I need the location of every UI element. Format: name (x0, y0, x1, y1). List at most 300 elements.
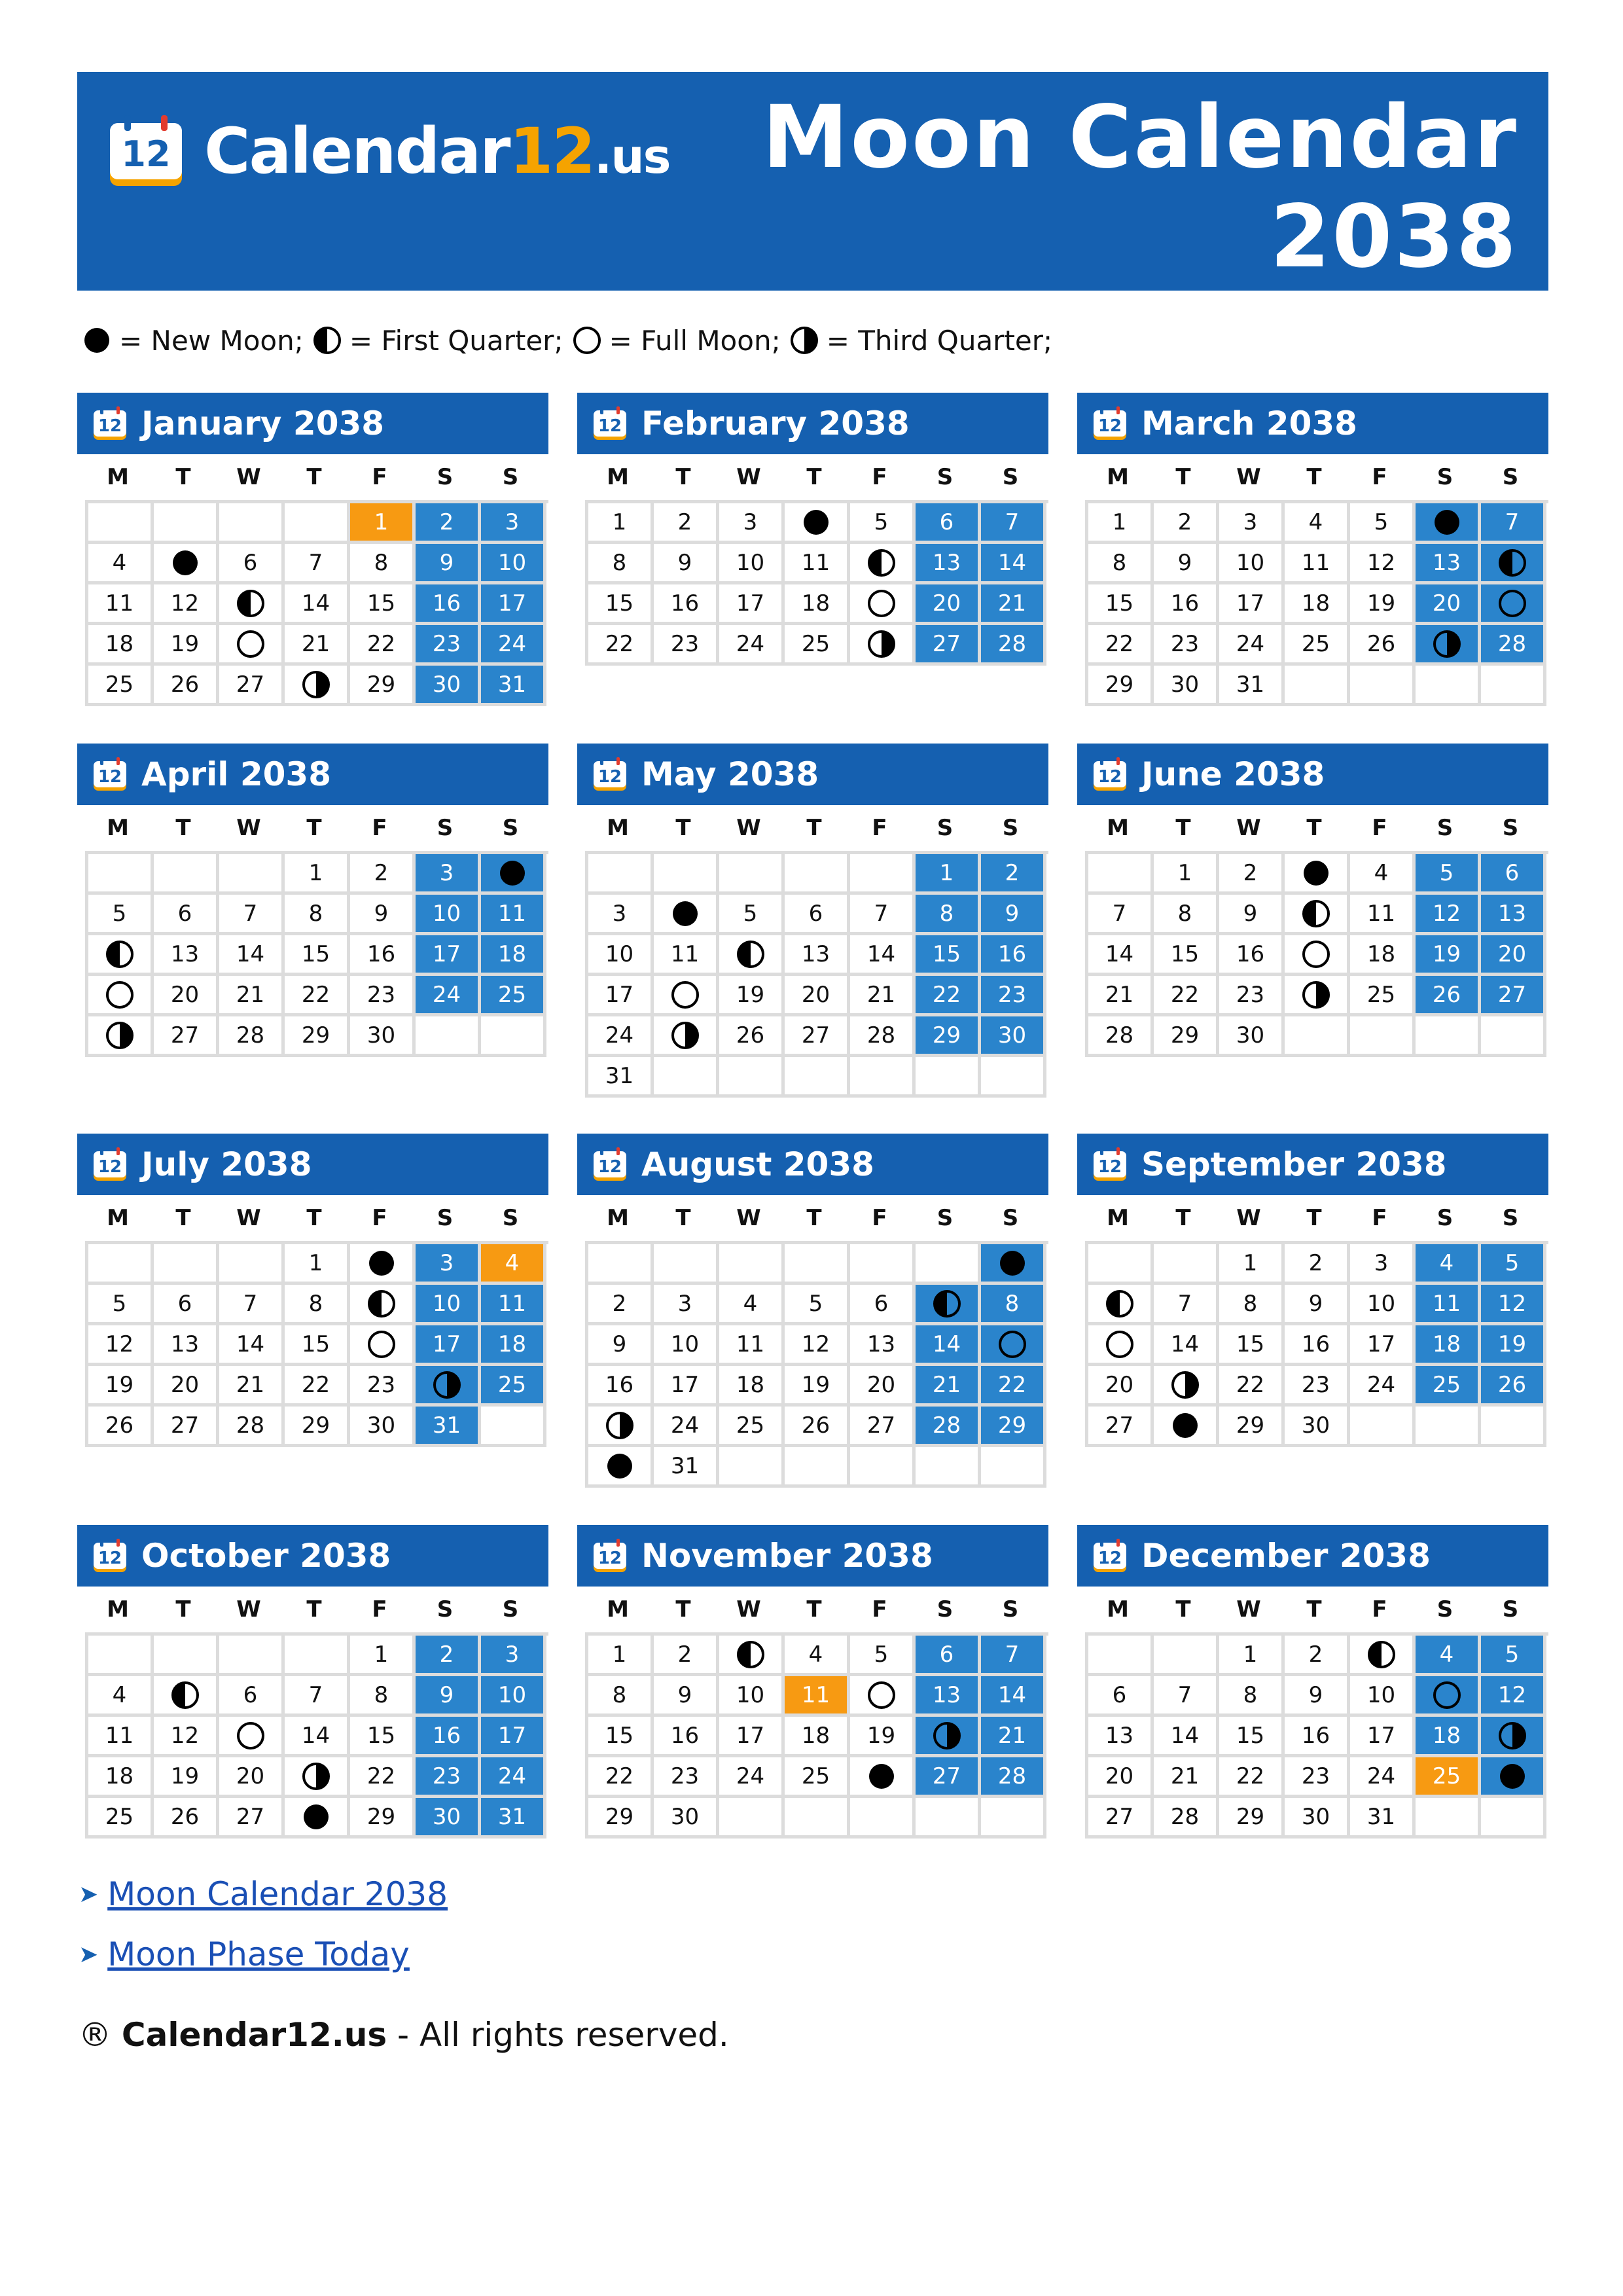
moon-calendar-link[interactable]: Moon Calendar 2038 (107, 1875, 448, 1913)
day-cell[interactable]: 31 (588, 1057, 654, 1098)
day-cell[interactable]: 17 (1350, 1717, 1416, 1757)
day-cell[interactable] (916, 1285, 981, 1325)
day-cell[interactable]: 29 (1219, 1407, 1285, 1447)
day-cell[interactable]: 11 (1285, 544, 1350, 584)
day-cell[interactable]: 21 (219, 1366, 285, 1407)
day-cell[interactable]: 14 (285, 1717, 350, 1757)
day-cell[interactable]: 3 (719, 503, 785, 544)
day-cell[interactable]: 13 (1481, 895, 1546, 935)
day-cell[interactable]: 7 (219, 1285, 285, 1325)
day-cell[interactable]: 17 (481, 584, 546, 625)
day-cell[interactable]: 22 (588, 1757, 654, 1798)
day-cell[interactable]: 29 (1088, 666, 1154, 706)
day-cell[interactable]: 10 (719, 1676, 785, 1717)
day-cell[interactable]: 10 (719, 544, 785, 584)
day-cell[interactable]: 16 (1285, 1325, 1350, 1366)
day-cell[interactable]: 13 (916, 1676, 981, 1717)
day-cell[interactable]: 29 (1219, 1798, 1285, 1839)
day-cell[interactable]: 22 (1088, 625, 1154, 666)
day-cell[interactable]: 28 (916, 1407, 981, 1447)
day-cell[interactable]: 31 (481, 666, 546, 706)
day-cell[interactable]: 18 (88, 1757, 154, 1798)
day-cell[interactable]: 2 (1285, 1244, 1350, 1285)
day-cell[interactable]: 16 (588, 1366, 654, 1407)
day-cell[interactable]: 11 (1350, 895, 1416, 935)
day-cell[interactable]: 14 (219, 935, 285, 976)
day-cell[interactable]: 2 (1285, 1636, 1350, 1676)
day-cell[interactable]: 1 (916, 854, 981, 895)
day-cell[interactable]: 2 (588, 1285, 654, 1325)
day-cell[interactable]: 22 (981, 1366, 1046, 1407)
day-cell[interactable]: 27 (154, 1016, 219, 1057)
day-cell[interactable]: 11 (785, 1676, 850, 1717)
day-cell[interactable]: 8 (350, 544, 416, 584)
day-cell[interactable]: 6 (1088, 1676, 1154, 1717)
day-cell[interactable]: 10 (1219, 544, 1285, 584)
day-cell[interactable]: 20 (154, 1366, 219, 1407)
day-cell[interactable] (588, 1407, 654, 1447)
day-cell[interactable]: 24 (1350, 1757, 1416, 1798)
day-cell[interactable]: 21 (981, 584, 1046, 625)
day-cell[interactable]: 7 (285, 544, 350, 584)
day-cell[interactable]: 6 (219, 1676, 285, 1717)
day-cell[interactable]: 3 (588, 895, 654, 935)
day-cell[interactable]: 7 (981, 503, 1046, 544)
day-cell[interactable]: 15 (285, 935, 350, 976)
day-cell[interactable]: 30 (1285, 1407, 1350, 1447)
day-cell[interactable]: 21 (1088, 976, 1154, 1016)
day-cell[interactable]: 14 (1154, 1717, 1219, 1757)
day-cell[interactable] (981, 1244, 1046, 1285)
day-cell[interactable]: 6 (219, 544, 285, 584)
day-cell[interactable]: 13 (1088, 1717, 1154, 1757)
day-cell[interactable] (154, 544, 219, 584)
day-cell[interactable] (285, 1798, 350, 1839)
day-cell[interactable]: 18 (785, 1717, 850, 1757)
day-cell[interactable]: 25 (1416, 1366, 1481, 1407)
day-cell[interactable]: 31 (1219, 666, 1285, 706)
day-cell[interactable]: 4 (1416, 1244, 1481, 1285)
day-cell[interactable]: 9 (1154, 544, 1219, 584)
day-cell[interactable]: 30 (1219, 1016, 1285, 1057)
day-cell[interactable] (916, 1717, 981, 1757)
day-cell[interactable]: 14 (850, 935, 916, 976)
day-cell[interactable]: 18 (1416, 1325, 1481, 1366)
day-cell[interactable]: 18 (719, 1366, 785, 1407)
day-cell[interactable]: 3 (416, 1244, 481, 1285)
day-cell[interactable]: 25 (1416, 1757, 1481, 1798)
day-cell[interactable]: 11 (88, 584, 154, 625)
day-cell[interactable]: 15 (285, 1325, 350, 1366)
day-cell[interactable]: 30 (1154, 666, 1219, 706)
day-cell[interactable]: 5 (88, 1285, 154, 1325)
day-cell[interactable]: 17 (654, 1366, 719, 1407)
day-cell[interactable]: 15 (1219, 1717, 1285, 1757)
day-cell[interactable]: 29 (285, 1016, 350, 1057)
day-cell[interactable]: 27 (850, 1407, 916, 1447)
day-cell[interactable]: 26 (719, 1016, 785, 1057)
day-cell[interactable]: 17 (719, 1717, 785, 1757)
day-cell[interactable]: 9 (654, 544, 719, 584)
day-cell[interactable]: 1 (588, 503, 654, 544)
day-cell[interactable]: 8 (285, 1285, 350, 1325)
day-cell[interactable]: 22 (588, 625, 654, 666)
day-cell[interactable]: 20 (916, 584, 981, 625)
day-cell[interactable]: 29 (588, 1798, 654, 1839)
day-cell[interactable] (1416, 1676, 1481, 1717)
day-cell[interactable] (1481, 544, 1546, 584)
day-cell[interactable] (1416, 625, 1481, 666)
day-cell[interactable]: 10 (481, 1676, 546, 1717)
day-cell[interactable]: 13 (850, 1325, 916, 1366)
day-cell[interactable]: 11 (88, 1717, 154, 1757)
day-cell[interactable]: 24 (416, 976, 481, 1016)
day-cell[interactable] (1088, 1325, 1154, 1366)
day-cell[interactable]: 23 (654, 625, 719, 666)
day-cell[interactable]: 20 (154, 976, 219, 1016)
day-cell[interactable]: 24 (1350, 1366, 1416, 1407)
day-cell[interactable]: 26 (1350, 625, 1416, 666)
day-cell[interactable]: 22 (285, 1366, 350, 1407)
day-cell[interactable]: 26 (785, 1407, 850, 1447)
day-cell[interactable]: 6 (916, 503, 981, 544)
day-cell[interactable]: 20 (1481, 935, 1546, 976)
day-cell[interactable]: 23 (416, 1757, 481, 1798)
day-cell[interactable]: 12 (1350, 544, 1416, 584)
day-cell[interactable]: 1 (1219, 1636, 1285, 1676)
day-cell[interactable]: 6 (154, 1285, 219, 1325)
day-cell[interactable]: 16 (350, 935, 416, 976)
day-cell[interactable]: 11 (1416, 1285, 1481, 1325)
day-cell[interactable]: 17 (416, 935, 481, 976)
day-cell[interactable]: 14 (916, 1325, 981, 1366)
day-cell[interactable]: 2 (416, 1636, 481, 1676)
day-cell[interactable]: 30 (1285, 1798, 1350, 1839)
day-cell[interactable]: 15 (916, 935, 981, 976)
day-cell[interactable]: 21 (916, 1366, 981, 1407)
day-cell[interactable]: 10 (1350, 1676, 1416, 1717)
day-cell[interactable]: 30 (654, 1798, 719, 1839)
day-cell[interactable] (1481, 584, 1546, 625)
day-cell[interactable]: 7 (219, 895, 285, 935)
day-cell[interactable]: 3 (481, 1636, 546, 1676)
day-cell[interactable] (88, 1016, 154, 1057)
day-cell[interactable]: 10 (588, 935, 654, 976)
day-cell[interactable] (1285, 935, 1350, 976)
day-cell[interactable]: 3 (1350, 1244, 1416, 1285)
day-cell[interactable]: 22 (350, 625, 416, 666)
day-cell[interactable]: 11 (654, 935, 719, 976)
day-cell[interactable]: 12 (154, 1717, 219, 1757)
day-cell[interactable]: 26 (1416, 976, 1481, 1016)
day-cell[interactable] (1481, 1757, 1546, 1798)
day-cell[interactable] (850, 1757, 916, 1798)
day-cell[interactable] (88, 976, 154, 1016)
day-cell[interactable] (588, 1447, 654, 1488)
day-cell[interactable]: 24 (481, 625, 546, 666)
day-cell[interactable]: 25 (785, 625, 850, 666)
day-cell[interactable]: 23 (1219, 976, 1285, 1016)
day-cell[interactable]: 31 (654, 1447, 719, 1488)
day-cell[interactable]: 25 (88, 1798, 154, 1839)
day-cell[interactable]: 28 (219, 1407, 285, 1447)
day-cell[interactable]: 27 (916, 625, 981, 666)
day-cell[interactable]: 7 (1154, 1285, 1219, 1325)
day-cell[interactable] (654, 976, 719, 1016)
day-cell[interactable] (1285, 854, 1350, 895)
day-cell[interactable]: 19 (1350, 584, 1416, 625)
day-cell[interactable]: 23 (1285, 1757, 1350, 1798)
day-cell[interactable]: 12 (1481, 1285, 1546, 1325)
day-cell[interactable] (416, 1366, 481, 1407)
day-cell[interactable]: 8 (1219, 1676, 1285, 1717)
day-cell[interactable]: 14 (981, 544, 1046, 584)
day-cell[interactable]: 23 (1154, 625, 1219, 666)
day-cell[interactable]: 5 (785, 1285, 850, 1325)
day-cell[interactable]: 3 (654, 1285, 719, 1325)
day-cell[interactable]: 19 (719, 976, 785, 1016)
day-cell[interactable]: 25 (88, 666, 154, 706)
day-cell[interactable]: 18 (481, 935, 546, 976)
day-cell[interactable] (850, 1676, 916, 1717)
day-cell[interactable]: 2 (416, 503, 481, 544)
day-cell[interactable]: 23 (350, 1366, 416, 1407)
day-cell[interactable]: 9 (1285, 1285, 1350, 1325)
day-cell[interactable] (481, 854, 546, 895)
day-cell[interactable]: 21 (981, 1717, 1046, 1757)
day-cell[interactable]: 25 (481, 1366, 546, 1407)
day-cell[interactable]: 28 (1154, 1798, 1219, 1839)
day-cell[interactable]: 31 (1350, 1798, 1416, 1839)
day-cell[interactable]: 17 (1219, 584, 1285, 625)
day-cell[interactable]: 17 (481, 1717, 546, 1757)
day-cell[interactable]: 14 (285, 584, 350, 625)
day-cell[interactable]: 30 (416, 1798, 481, 1839)
day-cell[interactable]: 12 (88, 1325, 154, 1366)
day-cell[interactable]: 3 (416, 854, 481, 895)
day-cell[interactable]: 23 (654, 1757, 719, 1798)
day-cell[interactable]: 15 (350, 584, 416, 625)
day-cell[interactable]: 16 (654, 584, 719, 625)
day-cell[interactable]: 5 (719, 895, 785, 935)
day-cell[interactable]: 16 (416, 584, 481, 625)
day-cell[interactable]: 8 (1088, 544, 1154, 584)
day-cell[interactable]: 18 (481, 1325, 546, 1366)
day-cell[interactable]: 22 (350, 1757, 416, 1798)
day-cell[interactable]: 4 (481, 1244, 546, 1285)
day-cell[interactable]: 6 (850, 1285, 916, 1325)
day-cell[interactable]: 26 (88, 1407, 154, 1447)
day-cell[interactable]: 11 (719, 1325, 785, 1366)
day-cell[interactable]: 29 (1154, 1016, 1219, 1057)
day-cell[interactable]: 21 (285, 625, 350, 666)
day-cell[interactable]: 16 (654, 1717, 719, 1757)
day-cell[interactable]: 19 (785, 1366, 850, 1407)
day-cell[interactable]: 4 (1416, 1636, 1481, 1676)
day-cell[interactable]: 20 (1416, 584, 1481, 625)
day-cell[interactable]: 21 (1154, 1757, 1219, 1798)
day-cell[interactable]: 21 (850, 976, 916, 1016)
day-cell[interactable]: 8 (1219, 1285, 1285, 1325)
day-cell[interactable]: 28 (981, 1757, 1046, 1798)
day-cell[interactable]: 28 (850, 1016, 916, 1057)
day-cell[interactable]: 4 (785, 1636, 850, 1676)
day-cell[interactable]: 10 (481, 544, 546, 584)
day-cell[interactable]: 9 (1285, 1676, 1350, 1717)
day-cell[interactable]: 8 (916, 895, 981, 935)
day-cell[interactable]: 5 (850, 503, 916, 544)
day-cell[interactable]: 6 (785, 895, 850, 935)
day-cell[interactable] (719, 935, 785, 976)
day-cell[interactable]: 15 (588, 1717, 654, 1757)
day-cell[interactable]: 25 (785, 1757, 850, 1798)
day-cell[interactable]: 5 (1481, 1636, 1546, 1676)
day-cell[interactable] (850, 584, 916, 625)
day-cell[interactable]: 24 (1219, 625, 1285, 666)
day-cell[interactable]: 24 (719, 625, 785, 666)
day-cell[interactable]: 6 (1481, 854, 1546, 895)
day-cell[interactable]: 30 (416, 666, 481, 706)
day-cell[interactable]: 27 (219, 1798, 285, 1839)
day-cell[interactable]: 24 (654, 1407, 719, 1447)
day-cell[interactable] (1088, 1285, 1154, 1325)
day-cell[interactable]: 19 (154, 1757, 219, 1798)
day-cell[interactable]: 24 (588, 1016, 654, 1057)
day-cell[interactable]: 9 (416, 1676, 481, 1717)
day-cell[interactable]: 18 (785, 584, 850, 625)
day-cell[interactable]: 10 (416, 1285, 481, 1325)
day-cell[interactable]: 7 (1481, 503, 1546, 544)
day-cell[interactable]: 23 (1285, 1366, 1350, 1407)
day-cell[interactable]: 7 (981, 1636, 1046, 1676)
day-cell[interactable]: 18 (88, 625, 154, 666)
day-cell[interactable]: 26 (154, 666, 219, 706)
day-cell[interactable]: 15 (1219, 1325, 1285, 1366)
day-cell[interactable]: 16 (981, 935, 1046, 976)
day-cell[interactable]: 27 (154, 1407, 219, 1447)
day-cell[interactable]: 22 (285, 976, 350, 1016)
day-cell[interactable]: 15 (1154, 935, 1219, 976)
day-cell[interactable]: 27 (916, 1757, 981, 1798)
day-cell[interactable]: 20 (1088, 1757, 1154, 1798)
day-cell[interactable]: 13 (154, 935, 219, 976)
day-cell[interactable]: 4 (1285, 503, 1350, 544)
day-cell[interactable]: 22 (916, 976, 981, 1016)
day-cell[interactable] (1154, 1366, 1219, 1407)
day-cell[interactable] (219, 584, 285, 625)
day-cell[interactable]: 25 (719, 1407, 785, 1447)
day-cell[interactable]: 23 (350, 976, 416, 1016)
day-cell[interactable]: 5 (1350, 503, 1416, 544)
day-cell[interactable]: 30 (350, 1407, 416, 1447)
day-cell[interactable]: 8 (350, 1676, 416, 1717)
day-cell[interactable]: 5 (1416, 854, 1481, 895)
day-cell[interactable] (1416, 503, 1481, 544)
day-cell[interactable]: 18 (1350, 935, 1416, 976)
day-cell[interactable] (785, 503, 850, 544)
day-cell[interactable]: 25 (1285, 625, 1350, 666)
day-cell[interactable]: 1 (285, 854, 350, 895)
day-cell[interactable]: 31 (481, 1798, 546, 1839)
day-cell[interactable]: 21 (219, 976, 285, 1016)
day-cell[interactable]: 6 (154, 895, 219, 935)
day-cell[interactable]: 30 (981, 1016, 1046, 1057)
day-cell[interactable]: 1 (285, 1244, 350, 1285)
day-cell[interactable] (350, 1285, 416, 1325)
day-cell[interactable]: 24 (719, 1757, 785, 1798)
day-cell[interactable]: 2 (654, 503, 719, 544)
day-cell[interactable]: 12 (1416, 895, 1481, 935)
day-cell[interactable]: 28 (1088, 1016, 1154, 1057)
day-cell[interactable]: 31 (416, 1407, 481, 1447)
day-cell[interactable]: 22 (1154, 976, 1219, 1016)
day-cell[interactable] (981, 1325, 1046, 1366)
day-cell[interactable]: 20 (850, 1366, 916, 1407)
day-cell[interactable]: 16 (1154, 584, 1219, 625)
day-cell[interactable]: 26 (1481, 1366, 1546, 1407)
day-cell[interactable]: 29 (285, 1407, 350, 1447)
day-cell[interactable]: 17 (416, 1325, 481, 1366)
day-cell[interactable]: 9 (588, 1325, 654, 1366)
day-cell[interactable]: 5 (1481, 1244, 1546, 1285)
day-cell[interactable]: 25 (481, 976, 546, 1016)
day-cell[interactable]: 10 (1350, 1285, 1416, 1325)
day-cell[interactable]: 8 (981, 1285, 1046, 1325)
day-cell[interactable]: 15 (588, 584, 654, 625)
day-cell[interactable] (1285, 976, 1350, 1016)
day-cell[interactable]: 2 (981, 854, 1046, 895)
day-cell[interactable]: 14 (981, 1676, 1046, 1717)
day-cell[interactable]: 2 (350, 854, 416, 895)
day-cell[interactable]: 9 (416, 544, 481, 584)
day-cell[interactable]: 17 (1350, 1325, 1416, 1366)
day-cell[interactable] (219, 625, 285, 666)
day-cell[interactable]: 6 (916, 1636, 981, 1676)
day-cell[interactable]: 27 (219, 666, 285, 706)
day-cell[interactable]: 3 (481, 503, 546, 544)
day-cell[interactable] (850, 625, 916, 666)
day-cell[interactable]: 15 (1088, 584, 1154, 625)
day-cell[interactable]: 19 (1481, 1325, 1546, 1366)
day-cell[interactable]: 30 (350, 1016, 416, 1057)
day-cell[interactable]: 17 (588, 976, 654, 1016)
day-cell[interactable] (654, 1016, 719, 1057)
day-cell[interactable]: 4 (88, 544, 154, 584)
day-cell[interactable]: 7 (1154, 1676, 1219, 1717)
day-cell[interactable]: 15 (350, 1717, 416, 1757)
day-cell[interactable] (154, 1676, 219, 1717)
day-cell[interactable]: 13 (916, 544, 981, 584)
day-cell[interactable]: 19 (850, 1717, 916, 1757)
day-cell[interactable]: 23 (981, 976, 1046, 1016)
day-cell[interactable]: 20 (785, 976, 850, 1016)
day-cell[interactable]: 8 (1154, 895, 1219, 935)
day-cell[interactable]: 7 (285, 1676, 350, 1717)
day-cell[interactable]: 3 (1219, 503, 1285, 544)
day-cell[interactable]: 29 (981, 1407, 1046, 1447)
moon-phase-today-link[interactable]: Moon Phase Today (107, 1935, 410, 1973)
day-cell[interactable]: 10 (654, 1325, 719, 1366)
day-cell[interactable]: 11 (481, 895, 546, 935)
day-cell[interactable]: 2 (1154, 503, 1219, 544)
day-cell[interactable] (654, 895, 719, 935)
day-cell[interactable]: 12 (785, 1325, 850, 1366)
day-cell[interactable]: 10 (416, 895, 481, 935)
day-cell[interactable]: 11 (481, 1285, 546, 1325)
day-cell[interactable] (1154, 1407, 1219, 1447)
day-cell[interactable]: 9 (1219, 895, 1285, 935)
day-cell[interactable] (850, 544, 916, 584)
